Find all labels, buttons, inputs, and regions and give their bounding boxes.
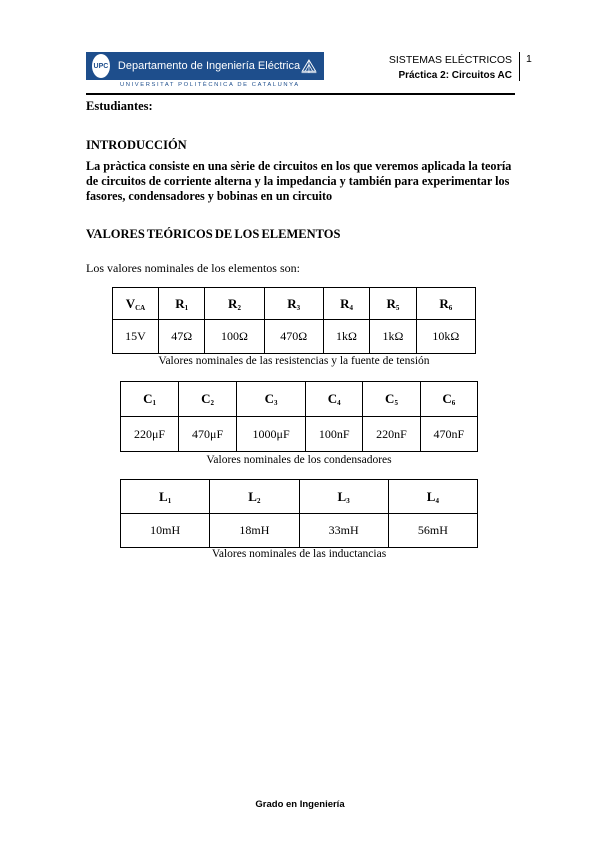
- theory-intro: Los valores nominales de los elementos son:: [86, 261, 300, 275]
- value-cell: 220μF: [121, 417, 179, 452]
- value-cell: 15V: [113, 320, 159, 354]
- table-header-row: [113, 288, 476, 320]
- value-cell: 470μF: [179, 417, 237, 452]
- inductors-table: [120, 479, 478, 548]
- department-logo: [86, 52, 324, 80]
- value-cell: 470Ω: [264, 320, 323, 354]
- page-number: 1: [526, 53, 532, 65]
- value-cell: 100Ω: [205, 320, 264, 354]
- resistors-table: [112, 287, 476, 354]
- capacitors-caption: Valores nominales de los condensadores: [206, 454, 392, 466]
- students-label: Estudiantes:: [86, 99, 153, 113]
- university-name: UNIVERSITAT POLITÈCNICA DE CATALUNYA: [120, 82, 300, 88]
- inductors-caption: Valores nominales de las inductancias: [211, 548, 387, 560]
- upc-logo-icon: UPC: [92, 54, 110, 78]
- capacitors-table: [120, 381, 478, 452]
- table-row: [121, 514, 478, 548]
- table-row: [113, 320, 476, 354]
- table-header-row: [121, 480, 478, 514]
- value-cell: 18mH: [210, 514, 299, 548]
- header-cell: $L_3$: [299, 480, 388, 514]
- value-cell: 1kΩ: [323, 320, 369, 354]
- emblem-icon: [300, 55, 318, 77]
- resistors-caption: Valores nominales de las resistencias y la fuente de tensión: [158, 355, 430, 367]
- table-header-row: [121, 382, 478, 417]
- value-cell: 10mH: [121, 514, 210, 548]
- department-name: Departamento de Ingeniería Eléctrica: [117, 60, 301, 72]
- header-cell: $C_3$: [237, 382, 306, 417]
- header-cell: $C_2$: [179, 382, 237, 417]
- header-cell: $C_6$: [420, 382, 477, 417]
- header-cell: $L_1$: [121, 480, 210, 514]
- header-cell: $C_4$: [306, 382, 363, 417]
- value-cell: 33mH: [299, 514, 388, 548]
- value-cell: 47Ω: [158, 320, 204, 354]
- header-cell: $V_{CA}$: [113, 288, 159, 320]
- header-cell: $C_1$: [121, 382, 179, 417]
- page-footer: Grado en Ingeniería: [255, 799, 345, 810]
- value-cell: 100nF: [306, 417, 363, 452]
- header-cell: $L_4$: [388, 480, 477, 514]
- value-cell: 1kΩ: [370, 320, 416, 354]
- header-divider: [519, 52, 520, 81]
- header-cell: $R_1$: [158, 288, 204, 320]
- header-cell: $R_6$: [416, 288, 475, 320]
- value-cell: 56mH: [388, 514, 477, 548]
- value-cell: 1000μF: [237, 417, 306, 452]
- header-cell: $R_4$: [323, 288, 369, 320]
- header-cell: $L_2$: [210, 480, 299, 514]
- header-rule: [86, 93, 515, 95]
- header-cell: $R_3$: [264, 288, 323, 320]
- intro-heading: INTRODUCCIÓN: [86, 138, 187, 152]
- value-cell: 470nF: [420, 417, 477, 452]
- header-cell: $R_5$: [370, 288, 416, 320]
- document-header: [389, 53, 512, 83]
- header-cell: $C_5$: [363, 382, 420, 417]
- value-cell: 220nF: [363, 417, 420, 452]
- value-cell: 10kΩ: [416, 320, 475, 354]
- intro-paragraph: La pràctica consiste en una sèrie de circuitos en los que veremos aplicada la teoría de circuitos de corriente alterna y la impedancia y también para experimentar los fasores, condensadores y bobinas en un circuito: [86, 159, 512, 203]
- header-cell: $R_2$: [205, 288, 264, 320]
- table-row: [121, 417, 478, 452]
- practice-title: Práctica 2: Circuitos AC: [398, 70, 512, 81]
- theory-heading: VALORES TEÓRICOS DE LOS ELEMENTOS: [86, 227, 341, 241]
- course-title: SISTEMAS ELÉCTRICOS: [388, 54, 512, 66]
